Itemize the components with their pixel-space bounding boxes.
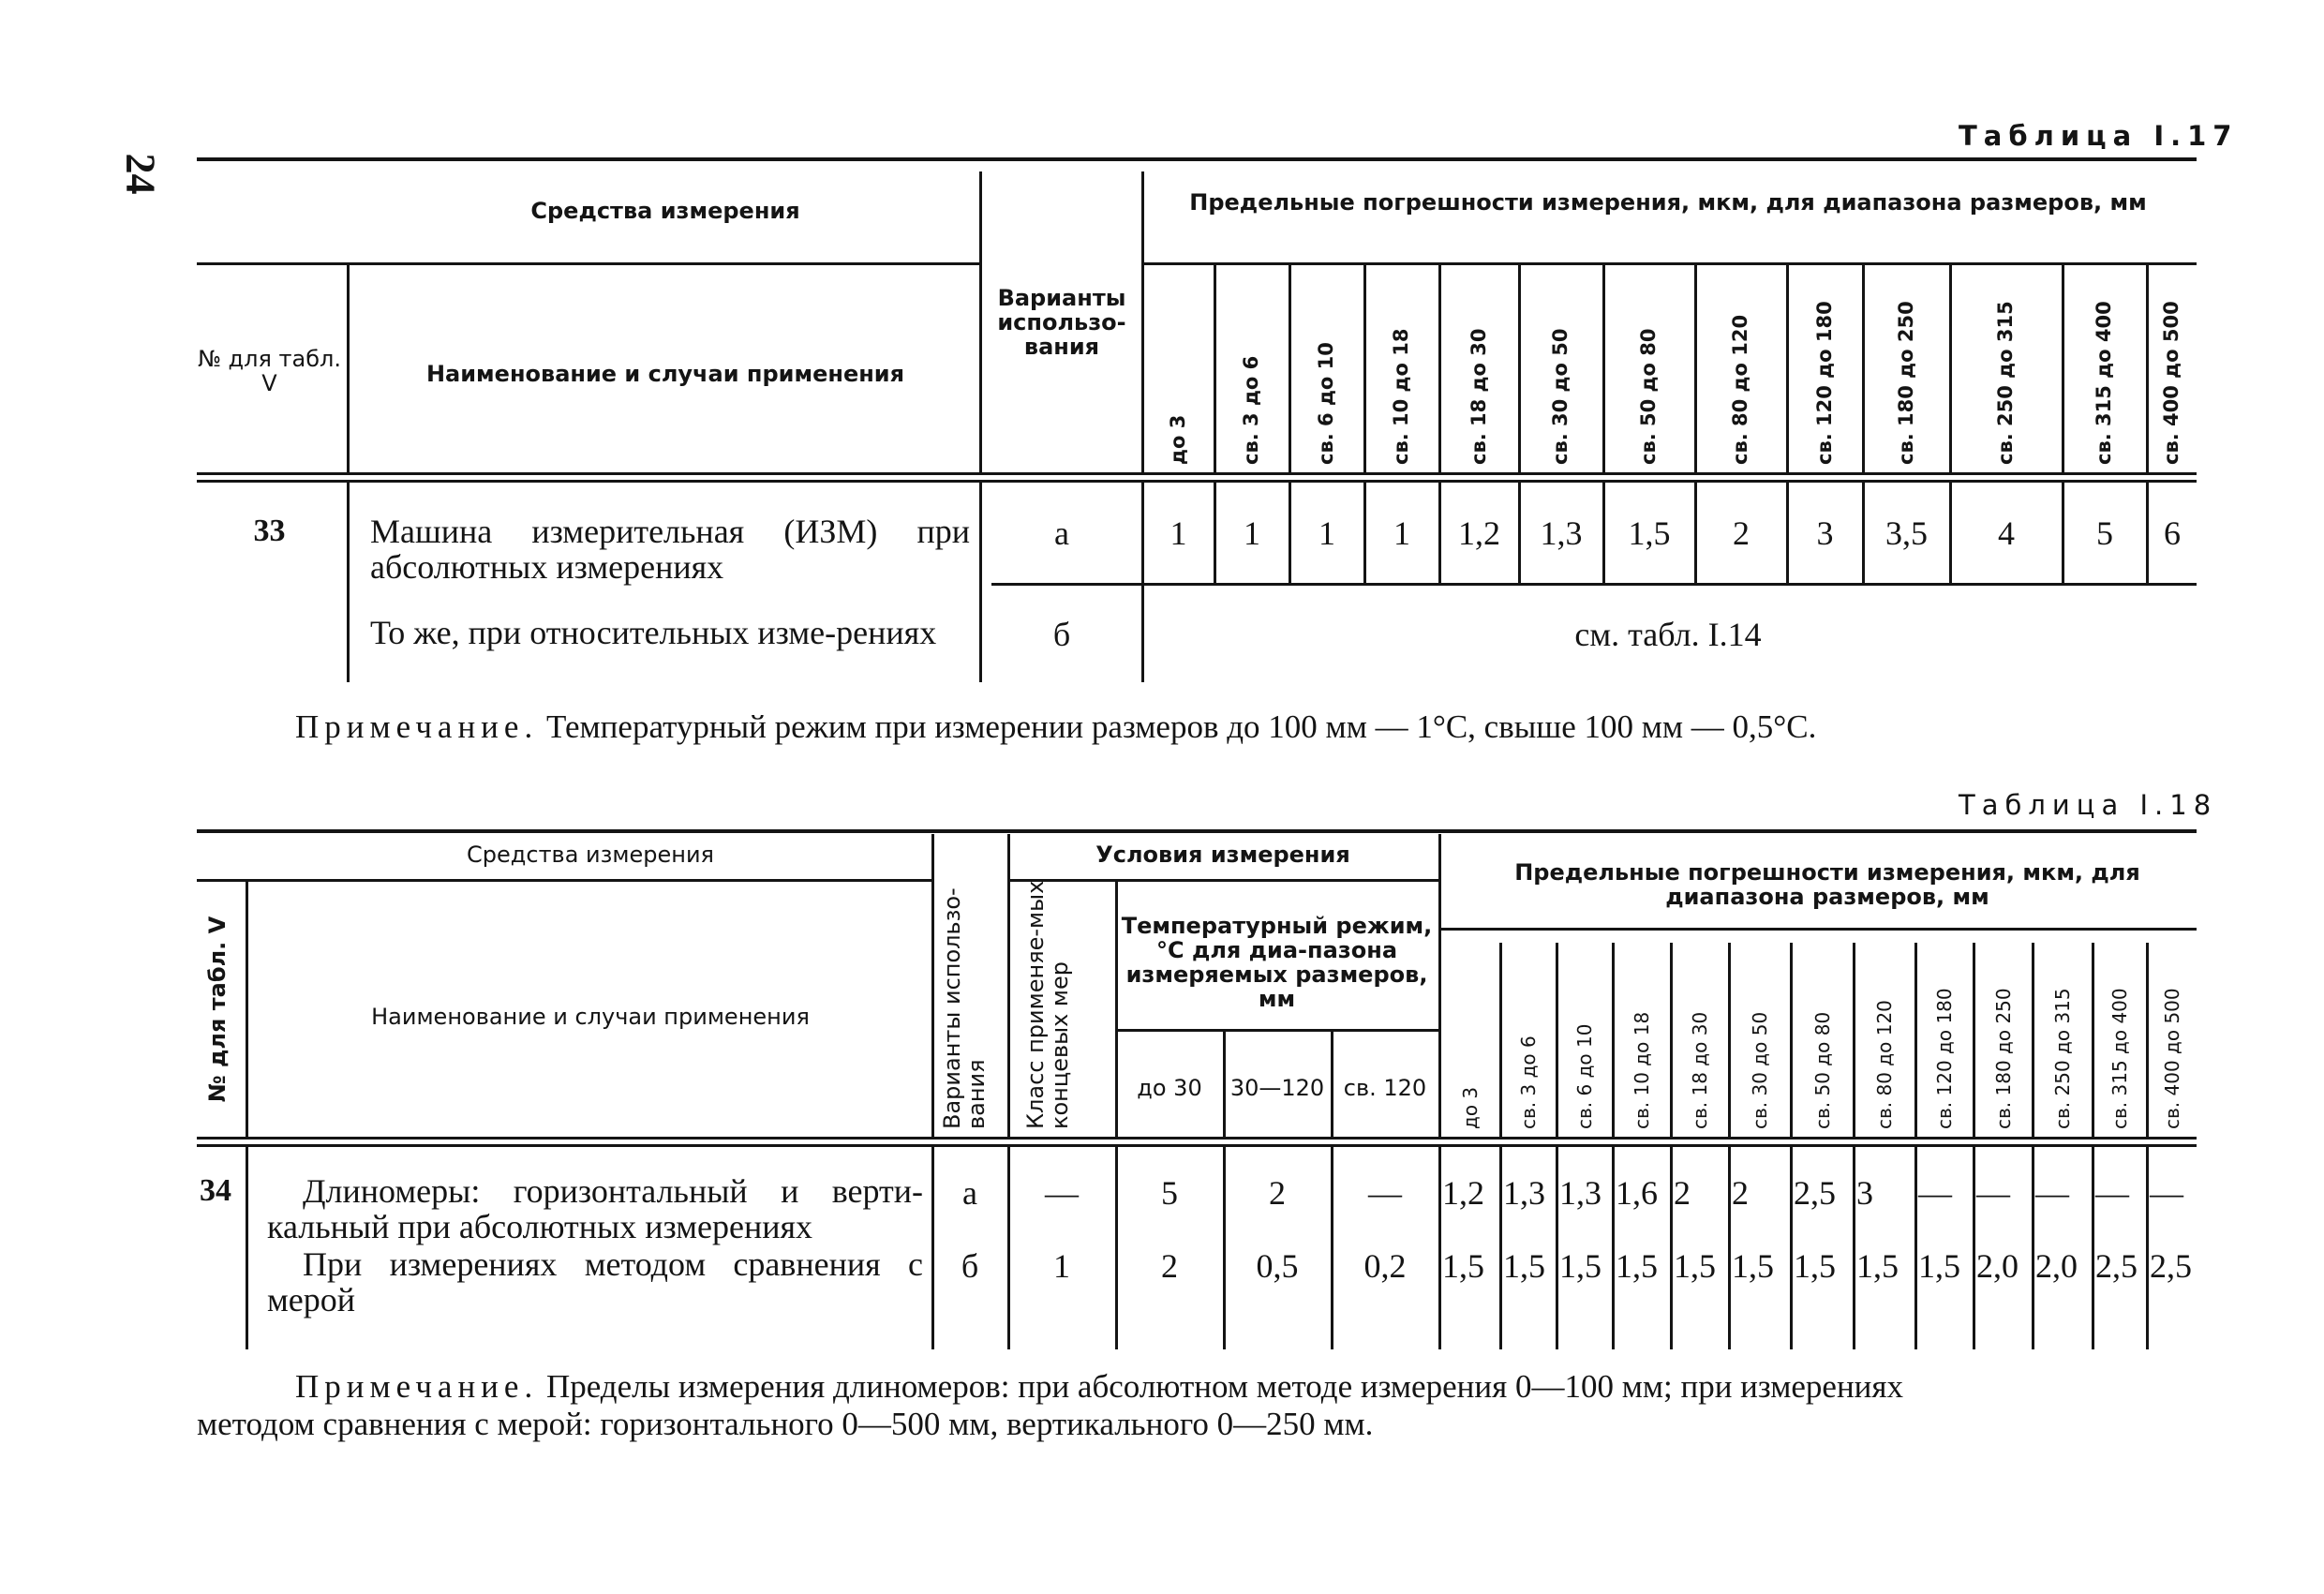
row-a-value-8: 2 <box>1733 514 1750 552</box>
row-b-variant: б <box>961 1247 979 1285</box>
range-header-2: св. 3 до 6 <box>1240 355 1263 465</box>
note-label: Примечание. <box>295 708 539 745</box>
column-divider <box>1853 943 1855 1137</box>
column-divider <box>2092 943 2094 1137</box>
column-divider <box>1728 943 1731 1137</box>
row-b-value-11: 2,0 <box>2035 1247 2078 1285</box>
column-divider <box>1949 265 1952 472</box>
page-number: 24 <box>117 153 164 195</box>
column-divider <box>2146 943 2149 1137</box>
header-variants: Варианты использо-вания <box>939 887 990 1129</box>
column-divider <box>1438 265 1441 472</box>
column-divider <box>1786 265 1789 472</box>
row-b-value-13: 2,5 <box>2150 1247 2192 1285</box>
temp-range-1: до 30 <box>1137 1075 1202 1101</box>
row-b-value-3: 1,5 <box>1559 1247 1601 1285</box>
row-a-class: — <box>1045 1174 1079 1212</box>
row-a-value-1: 1 <box>1169 514 1187 552</box>
column-divider <box>2062 265 2064 472</box>
range-header-7: св. 50 до 80 <box>1810 1011 1834 1129</box>
row-a-value-10: 3,5 <box>1885 514 1928 552</box>
range-header-13: св. 400 до 500 <box>2161 988 2183 1129</box>
row-a-value-6: 2 <box>1732 1174 1749 1212</box>
note-label: Примечание. <box>295 1368 539 1405</box>
range-header-1: до 3 <box>1166 414 1189 465</box>
row-a-name: Машина измерительная (ИЗМ) при абсолютных измерениях <box>370 513 970 586</box>
column-divider <box>2146 265 2149 472</box>
range-header-11: св. 250 до 315 <box>2051 988 2074 1129</box>
row-a-value-9: — <box>1918 1174 1952 1212</box>
range-header-9: св. 120 до 180 <box>1933 988 1956 1129</box>
temp-range-3: св. 120 <box>1343 1075 1427 1101</box>
column-divider <box>1973 943 1975 1137</box>
column-divider <box>1214 265 1216 472</box>
row-b-value-9: 1,5 <box>1918 1247 1960 1285</box>
row-b-name: То же, при относительных изме-рениях <box>370 614 937 651</box>
row-b-variant: б <box>1052 616 1071 653</box>
note-text: Температурный режим при измерении размеров до 100 мм — 1°С, свыше 100 мм — 0,5°С. <box>538 708 1817 745</box>
range-header-10: св. 180 до 250 <box>1894 301 1917 465</box>
row-b-value-2: 1,5 <box>1503 1247 1545 1285</box>
row-a-temp-2: 2 <box>1269 1174 1286 1212</box>
column-divider <box>1602 265 1605 472</box>
row-b-temp-1: 2 <box>1161 1247 1178 1285</box>
row-a-value-13: 6 <box>2164 514 2181 552</box>
row-a-variant: а <box>962 1174 977 1212</box>
row-a-value-4: 1,6 <box>1616 1174 1658 1212</box>
row-a-value-4: 1 <box>1393 514 1410 552</box>
row-a-value-5: 1,2 <box>1458 514 1500 552</box>
row-a-value-6: 1,3 <box>1540 514 1583 552</box>
row-a-value-10: — <box>1976 1174 2010 1212</box>
range-header-13: св. 400 до 500 <box>2160 301 2183 465</box>
header-variants: Варианты использо-вания <box>997 285 1126 360</box>
row-b-value-7: 1,5 <box>1794 1247 1836 1285</box>
row-a-value-9: 3 <box>1816 514 1834 552</box>
range-header-12: св. 315 до 400 <box>2108 988 2131 1129</box>
range-header-4: св. 10 до 18 <box>1631 1011 1653 1129</box>
column-divider <box>1914 943 1917 1137</box>
header-table-number: № для табл. V <box>204 916 231 1103</box>
header-means: Средства измерения <box>530 198 800 224</box>
range-header-1: до 3 <box>1458 1086 1482 1129</box>
header-name: Наименование и случаи применения <box>425 361 905 387</box>
header-table-number: № для табл. V <box>197 346 342 396</box>
row-a-name: Длиномеры: горизонтальный и верти-кальный при абсолютных измерениях <box>267 1172 923 1245</box>
range-header-11: св. 250 до 315 <box>1994 301 2018 465</box>
range-header-9: св. 120 до 180 <box>1812 301 1836 465</box>
row-a-value-3: 1 <box>1318 514 1335 552</box>
row-number: 34 <box>200 1173 231 1208</box>
header-class: Класс применяе-мых концевых мер <box>1022 880 1073 1129</box>
row-number: 33 <box>253 514 286 548</box>
range-header-8: св. 80 до 120 <box>1729 314 1752 465</box>
row-a-value-3: 1,3 <box>1559 1174 1601 1212</box>
row-a-variant: а <box>1054 514 1069 552</box>
column-divider <box>1670 943 1673 1137</box>
column-divider <box>1499 943 1502 1137</box>
note-text-1: Пределы измерения длиномеров: при абсолютном методе измерения 0—100 мм; при измерениях <box>538 1368 1904 1405</box>
column-divider <box>2032 943 2034 1137</box>
column-divider <box>1289 265 1291 472</box>
range-header-3: св. 6 до 10 <box>1315 342 1338 465</box>
column-divider <box>1556 943 1558 1137</box>
row-a-value-2: 1,3 <box>1503 1174 1545 1212</box>
range-header-5: св. 18 до 30 <box>1689 1011 1711 1129</box>
row-a-value-12: — <box>2095 1174 2129 1212</box>
range-header-6: св. 30 до 50 <box>1749 1011 1771 1129</box>
row-b-value-1: 1,5 <box>1442 1247 1484 1285</box>
header-temperature: Температурный режим, °С для диа-пазона измеряемых размеров, мм <box>1121 913 1433 1012</box>
row-b-reference: см. табл. I.14 <box>1574 616 1762 653</box>
table2-note-line1 <box>295 1368 1903 1406</box>
row-b-value-5: 1,5 <box>1674 1247 1716 1285</box>
row-a-value-11: — <box>2035 1174 2069 1212</box>
row-a-value-12: 5 <box>2096 514 2113 552</box>
row-a-value-7: 2,5 <box>1794 1174 1836 1212</box>
range-header-10: св. 180 до 250 <box>1991 988 2015 1129</box>
row-a-temp-1: 5 <box>1161 1174 1178 1212</box>
header-limits: Предельные погрешности измерения, мкм, для диапазона размеров, мм <box>1189 189 2147 216</box>
header-means: Средства измерения <box>467 842 714 868</box>
row-a-temp-3: — <box>1368 1174 1402 1212</box>
range-header-3: св. 6 до 10 <box>1573 1023 1596 1129</box>
range-header-2: св. 3 до 6 <box>1517 1035 1540 1129</box>
row-a-value-1: 1,2 <box>1442 1174 1484 1212</box>
column-divider <box>1694 265 1697 472</box>
table-caption: Таблица I.17 <box>1959 120 2239 152</box>
row-b-class: 1 <box>1053 1247 1070 1285</box>
range-header-5: св. 18 до 30 <box>1467 328 1490 465</box>
range-header-6: св. 30 до 50 <box>1549 328 1572 465</box>
row-b-temp-3: 0,2 <box>1363 1247 1407 1285</box>
row-b-value-4: 1,5 <box>1616 1247 1658 1285</box>
row-b-value-6: 1,5 <box>1732 1247 1774 1285</box>
row-b-name: При измерениях методом сравнения с мерой <box>267 1245 923 1318</box>
row-b-temp-2: 0,5 <box>1256 1247 1299 1285</box>
range-header-8: св. 80 до 120 <box>1873 1000 1896 1129</box>
row-a-value-13: — <box>2150 1174 2183 1212</box>
row-a-value-2: 1 <box>1244 514 1260 552</box>
column-divider <box>1862 265 1865 472</box>
row-b-value-12: 2,5 <box>2095 1247 2138 1285</box>
table1-note <box>295 708 1816 746</box>
column-divider <box>1612 943 1615 1137</box>
row-b-value-10: 2,0 <box>1976 1247 2019 1285</box>
row-a-value-5: 2 <box>1674 1174 1691 1212</box>
row-a-value-7: 1,5 <box>1628 514 1671 552</box>
column-divider <box>1363 265 1366 472</box>
row-b-value-8: 1,5 <box>1856 1247 1899 1285</box>
table2-note-line2: методом сравнения с мерой: горизонтального 0—500 мм, вертикального 0—250 мм. <box>197 1406 1374 1442</box>
header-name: Наименование и случаи применения <box>371 1004 810 1030</box>
table-caption-2: Таблица I.18 <box>1959 789 2218 821</box>
range-header-4: св. 10 до 18 <box>1390 328 1413 465</box>
header-conditions: Условия измерения <box>1095 842 1350 868</box>
header-limits: Предельные погрешности измерения, мкм, для диапазона размеров, мм <box>1514 859 2140 910</box>
row-a-value-8: 3 <box>1856 1174 1873 1212</box>
range-header-7: св. 50 до 80 <box>1637 328 1661 465</box>
row-a-value-11: 4 <box>1998 514 2015 552</box>
temp-range-2: 30—120 <box>1229 1075 1325 1101</box>
column-divider <box>1518 265 1521 472</box>
range-header-12: св. 315 до 400 <box>2093 301 2116 465</box>
column-divider <box>1790 943 1793 1137</box>
